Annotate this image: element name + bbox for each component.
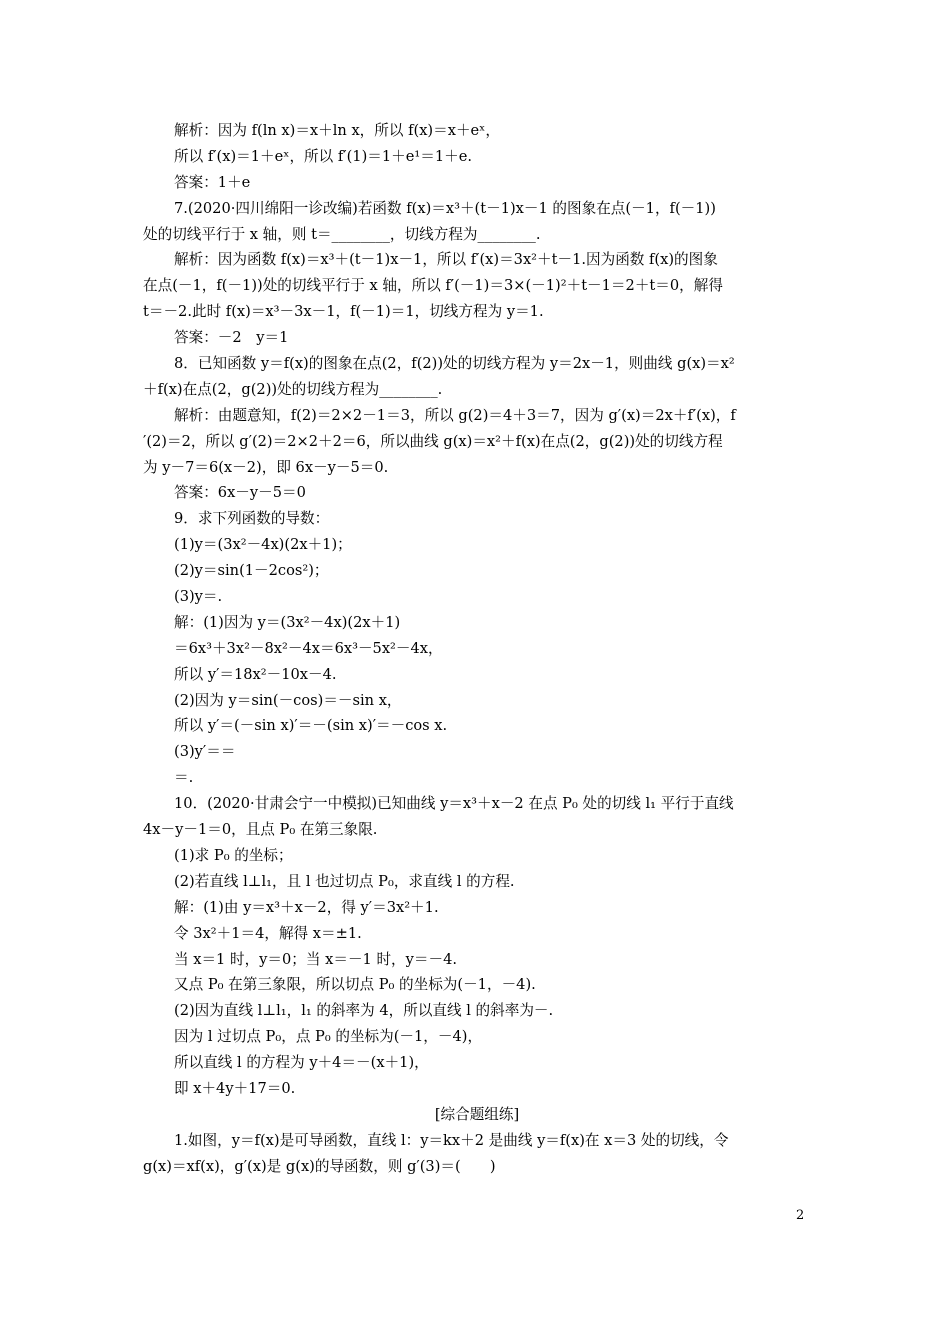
text-line: (2)若直线 l⊥l₁，且 l 也过切点 P₀，求直线 l 的方程. [174, 872, 515, 890]
section-heading: [综合题组练] [434, 1105, 520, 1123]
text-line: (3)y＝. [174, 588, 223, 606]
text-line: ＝. [174, 769, 194, 787]
text-line: 解析：因为函数 f(x)＝x³＋(t－1)x－1，所以 f′(x)＝3x²＋t－1.因为函数 f(x)的图象 [174, 251, 718, 269]
text-line: 处的切线平行于 x 轴，则 t＝________，切线方程为________. [143, 225, 541, 243]
text-line: 9．求下列函数的导数： [174, 510, 330, 528]
text-line: 答案：－2 y＝1 [174, 329, 289, 347]
text-line: 在点(－1，f(－1))处的切线平行于 x 轴，所以 f′(－1)＝3×(－1)²＋t－1＝2＋t＝0，解得 [143, 277, 723, 295]
text-line: ＋f(x)在点(2，g(2))处的切线方程为________. [143, 380, 443, 398]
document-body [143, 118, 811, 1180]
text-line: 令 3x²＋1＝4，解得 x＝±1. [174, 924, 362, 942]
text-line: 1.如图，y＝f(x)是可导函数，直线 l：y＝kx＋2 是曲线 y＝f(x)在 x＝3 处的切线，令 [174, 1131, 729, 1149]
text-line: 因为 l 过切点 P₀，点 P₀ 的坐标为(－1，－4)， [174, 1028, 483, 1046]
text-line: 所以 f′(x)＝1＋eˣ，所以 f′(1)＝1＋e¹＝1＋e. [174, 147, 472, 165]
text-line: ′(2)＝2，所以 g′(2)＝2×2＋2＝6，所以曲线 g(x)＝x²＋f(x)在点(2，g(2))处的切线方程 [143, 432, 723, 450]
text-line: 又点 P₀ 在第三象限，所以切点 P₀ 的坐标为(－1，－4). [174, 976, 536, 994]
text-line: (1)求 P₀ 的坐标； [174, 846, 293, 864]
text-line: 8．已知函数 y＝f(x)的图象在点(2，f(2))处的切线方程为 y＝2x－1，则曲线 g(x)＝x² [174, 355, 735, 373]
text-line: (2)因为 y＝sin(－cos)＝－sin x， [174, 691, 402, 709]
text-line: 当 x＝1 时，y＝0；当 x＝－1 时，y＝－4. [174, 950, 458, 968]
text-line: (2)因为直线 l⊥l₁，l₁ 的斜率为 4，所以直线 l 的斜率为－. [174, 1002, 554, 1020]
text-line: 4x－y－1＝0，且点 P₀ 在第三象限. [143, 821, 378, 839]
text-line: 即 x＋4y＋17＝0. [174, 1079, 296, 1097]
text-line: 答案：6x－y－5＝0 [174, 484, 306, 502]
text-line: (2)y＝sin(1－2cos²)； [174, 562, 329, 580]
text-line: ＝6x³＋3x²－8x²－4x＝6x³－5x²－4x， [174, 639, 443, 657]
text-line: 7.(2020·四川绵阳一诊改编)若函数 f(x)＝x³＋(t－1)x－1 的图象在点(－1，f(－1)) [174, 199, 716, 217]
text-line: t＝－2.此时 f(x)＝x³－3x－1，f(－1)＝1，切线方程为 y＝1. [143, 303, 544, 321]
text-line: 为 y－7＝6(x－2)，即 6x－y－5＝0. [143, 458, 389, 476]
text-line: 解析：因为 f(ln x)＝x＋ln x，所以 f(x)＝x＋eˣ， [174, 122, 500, 139]
text-line: (1)y＝(3x²－4x)(2x＋1)； [174, 536, 352, 554]
page-number: 2 [796, 1208, 805, 1223]
text-line: 所以 y′＝18x²－10x－4. [174, 665, 337, 683]
text-line: 解析：由题意知，f(2)＝2×2－1＝3，所以 g(2)＝4＋3＝7，因为 g′(x)＝2x＋f′(x)，f [174, 406, 736, 424]
text-line: g(x)＝xf(x)，g′(x)是 g(x)的导函数，则 g′(3)＝( ) [143, 1157, 496, 1175]
text-line: 解：(1)由 y＝x³＋x－2，得 y′＝3x²＋1. [174, 898, 439, 916]
text-line: 所以 y′＝(－sin x)′＝－(sin x)′＝－cos x. [174, 717, 448, 735]
text-line: 解：(1)因为 y＝(3x²－4x)(2x＋1) [174, 613, 401, 631]
text-line: 10．(2020·甘肃会宁一中模拟)已知曲线 y＝x³＋x－2 在点 P₀ 处的切线 l₁ 平行于直线 [174, 795, 734, 813]
text-line: (3)y′＝＝ [174, 743, 236, 761]
text-line: 答案：1＋e [174, 173, 251, 191]
text-line: 所以直线 l 的方程为 y＋4＝－(x＋1)， [174, 1054, 429, 1072]
